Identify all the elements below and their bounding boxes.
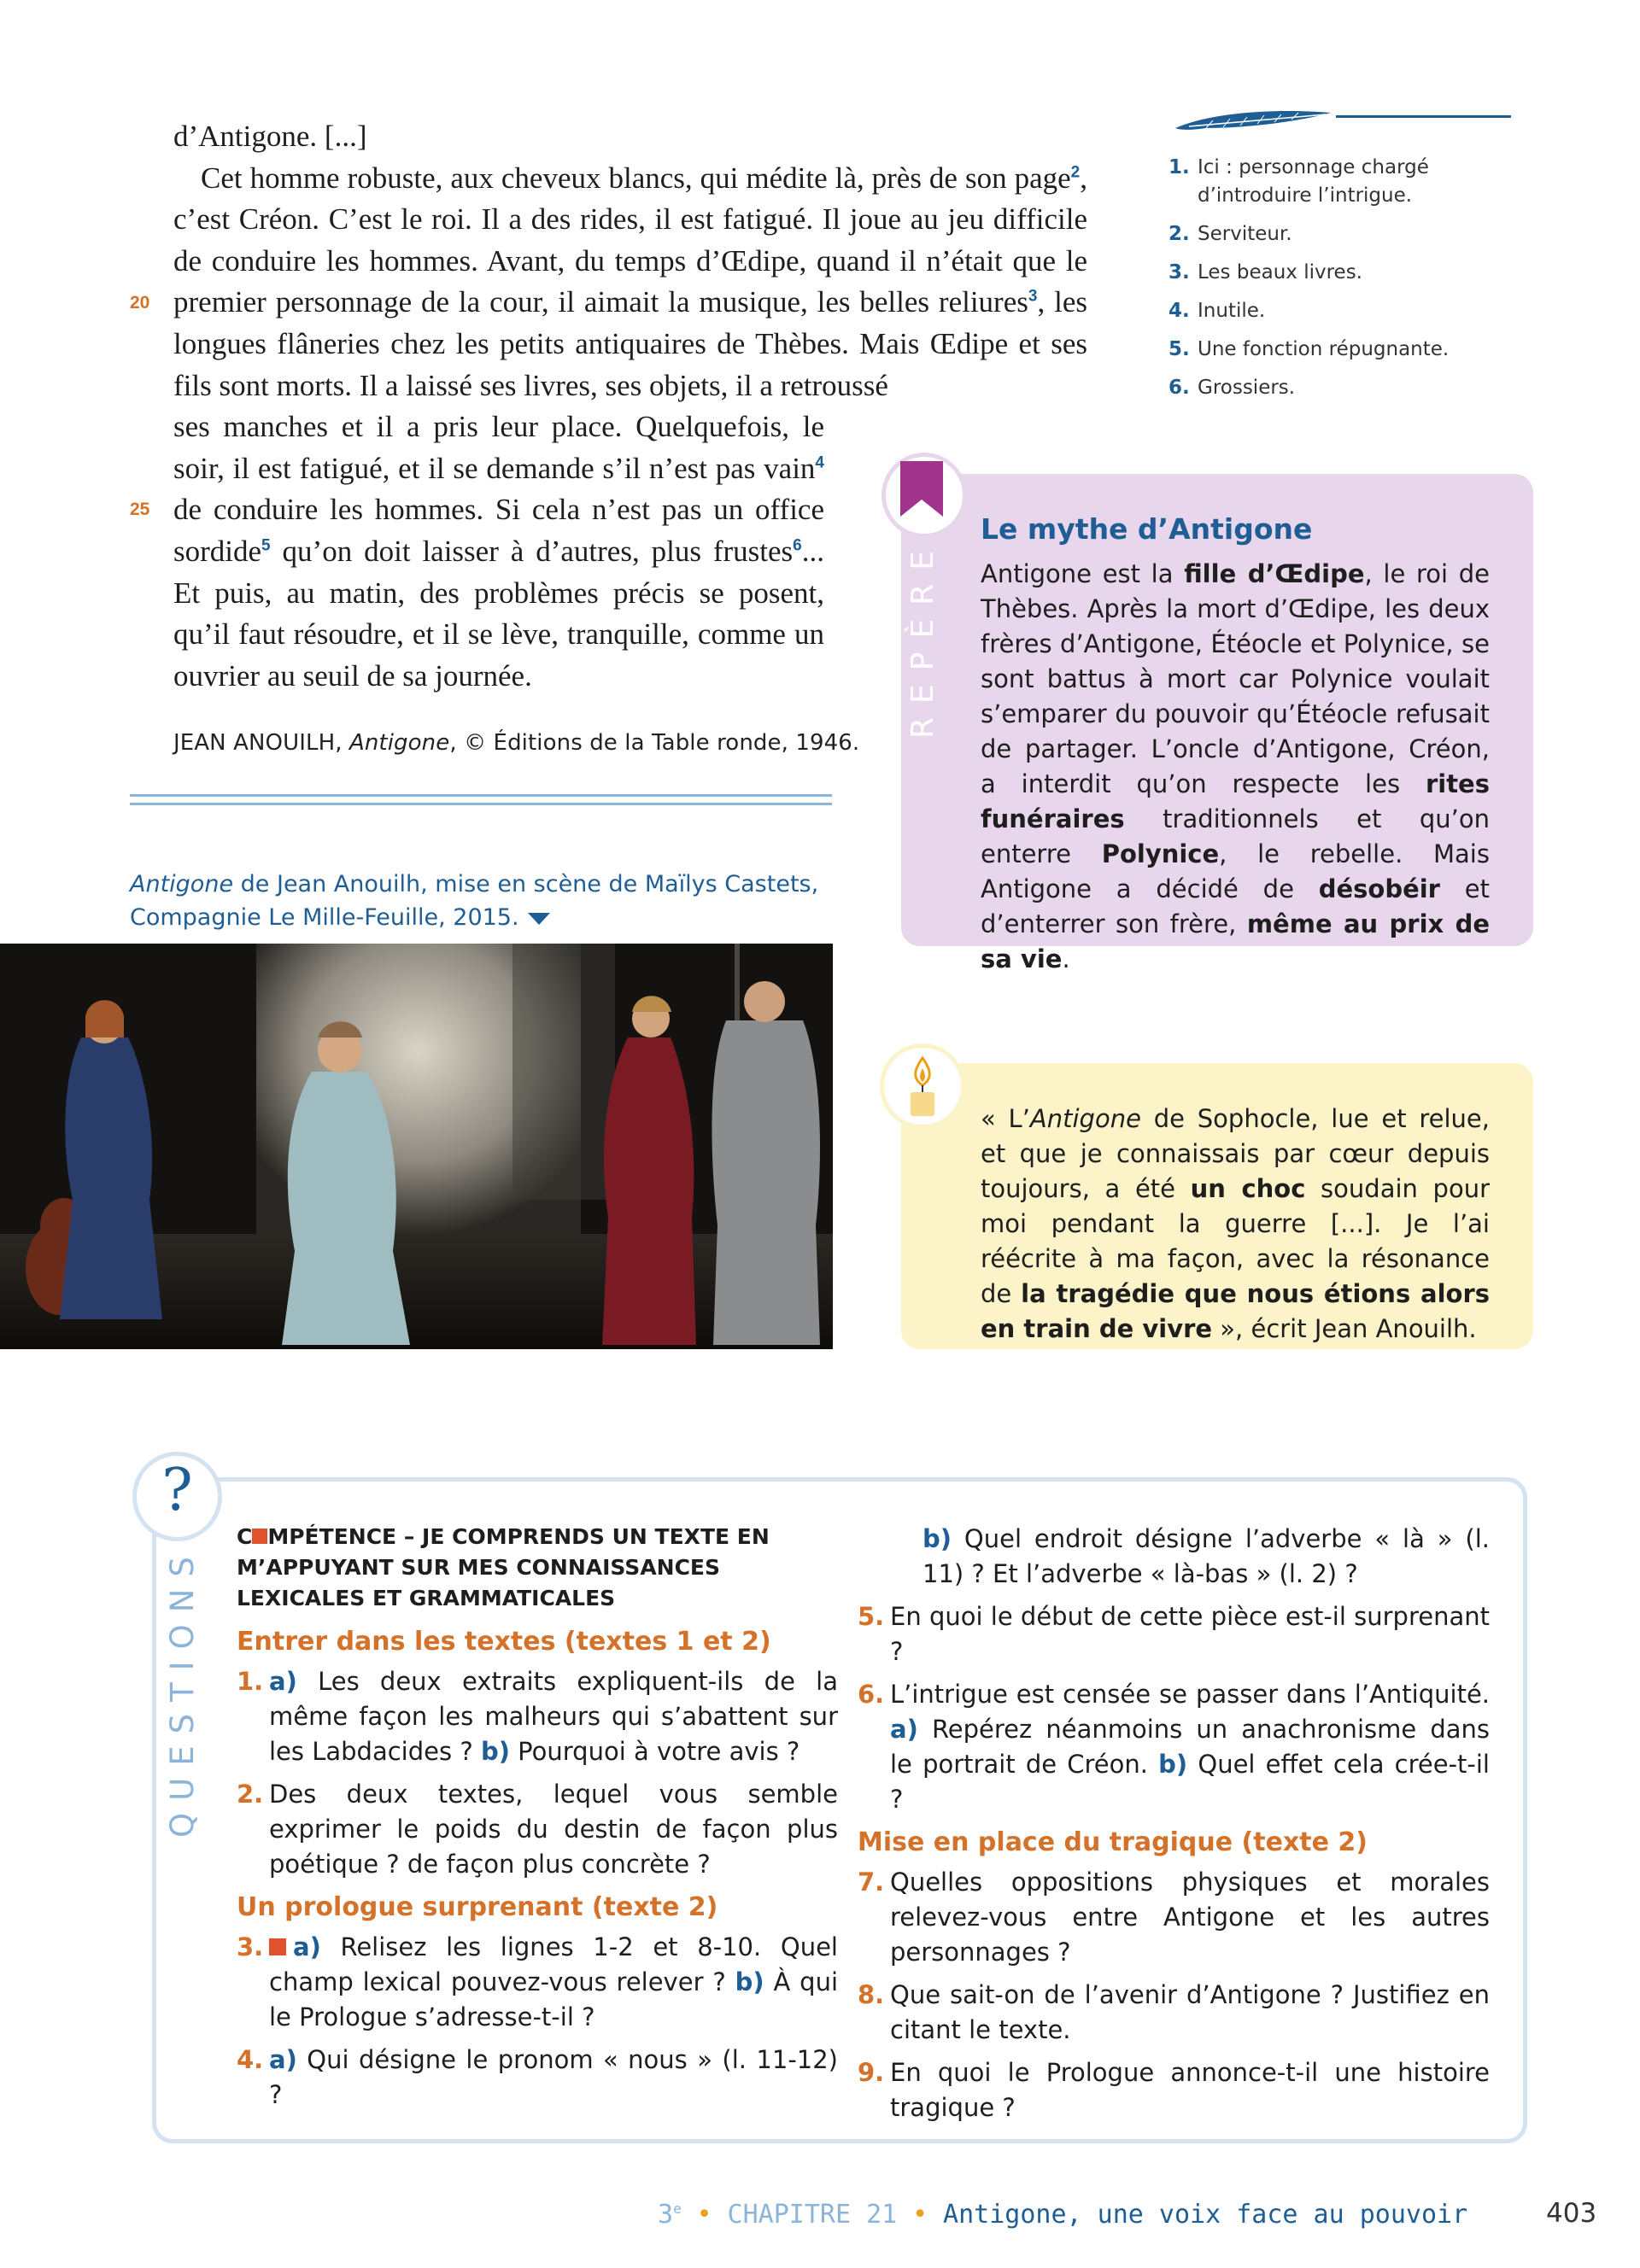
source-citation: JEAN ANOUILH, Antigone, © Éditions de la Table ronde, 1946. — [173, 730, 860, 756]
quote-text: « L’Antigone de Sophocle, lue et relue, et que je connaissais par cœur depuis toujours, a été un choc soudain pour moi pendant la guerre [...]. Je l’ai réécrite à ma façon, avec la résonance de la tragédie que nous étions alors en train de vivre », écrit Jean Anouilh. — [981, 1104, 1491, 1343]
section-heading: Un prologue surprenant (texte 2) — [237, 1892, 718, 1922]
question-mark-icon: ? — [161, 1457, 193, 1524]
question-4b: b) Quel endroit désigne l’adverbe « là » (l. 11) ? Et l’adverbe « là-bas » (l. 2) ? — [922, 1524, 1490, 1588]
footnote-ref: 6 — [793, 536, 802, 555]
repere-label: REPÈRE — [905, 537, 940, 739]
repere-text: Antigone est la fille d’Œdipe, le roi de Thèbes. Après la mort d’Œdipe, les deux frères d’Antigone, Étéocle et Polynice, se sont battus à mort car Polynice voulait s’emparer du pouvoir qu’Étéocle refusait de partager. L’oncle d’Antigone, Créon, a interdit qu’on respecte les rites funéraires traditionnels et qu’on enterre Polynice, le rebelle. Mais Antigone a décidé de désobéir et d’enterrer son frère, même au prix de sa vie. — [981, 559, 1490, 973]
section-heading: Mise en place du tragique (texte 2) — [858, 1827, 1368, 1857]
photo-caption: Antigone de Jean Anouilh, mise en scène de Maïlys Castets, Compagnie Le Mille-Feuille, 2015. — [130, 871, 819, 931]
quill-icon — [1172, 102, 1334, 137]
line-number-20: 20 — [130, 293, 150, 313]
question-1: 1. a) Les deux extraits expliquent-ils de la même façon les malheurs qui s’abattent sur les Labdacides ? b) Pourquoi à votre avis ? — [237, 1667, 838, 1766]
line-number-25: 25 — [130, 500, 150, 519]
footnote-ref: 3 — [1028, 287, 1038, 306]
competence-heading: C MPÉTENCE – JE COMPRENDS UN TEXTE EN M’APPUYANT SUR MES CONNAISSANCES LEXICALES ET GRAMMATICALES — [237, 1524, 770, 1610]
page-footer: 3e • CHAPITRE 21 • Antigone, une voix face au pouvoir — [658, 2200, 1468, 2230]
footnote-ref: 4 — [815, 453, 824, 472]
footnote-3: 3. Les beaux livres. — [1168, 261, 1362, 284]
footnote-4: 4. Inutile. — [1168, 300, 1266, 322]
question-4: 4. a) Qui désigne le pronom « nous » (l. 11-12) ? — [237, 2045, 838, 2109]
footnote-2: 2. Serviteur. — [1168, 223, 1292, 245]
separator-line — [130, 794, 832, 797]
question-6: 6. L’intrigue est censée se passer dans l’Antiquité. a) Repérez néanmoins un anachronisme dans le portrait de Créon. b) Quel effet cela crée-t-il ? — [858, 1680, 1490, 1814]
footnote-rule — [1336, 115, 1511, 118]
footnote-1: 1. Ici : personnage chargé d’introduire l’intrigue. — [1168, 156, 1429, 207]
questions-label: QUESTIONS — [164, 1545, 201, 1838]
footnote-ref: 5 — [261, 536, 271, 555]
text-line-1: d’Antigone. [...] — [173, 120, 367, 153]
text-paragraph-2: ses manches et il a pris leur place. Quelquefois, le soir, il est fatigué, et il se demande s’il n’est pas vain$^4$ de conduire les hommes. Si cela n’est pas un office sordide$^5$ qu’on doit laisser à d’autres, plus frustes$^6$... Et puis, au matin, des problèmes précis se posent, qu’il faut résoudre, et il se lève, tranquille, comme un ouvrier au seuil de sa journée. — [173, 410, 824, 693]
candle-icon — [904, 1056, 941, 1118]
footnotes — [1168, 154, 1510, 412]
theatre-photo — [0, 944, 833, 1349]
section-heading: Entrer dans les textes (textes 1 et 2) — [237, 1627, 771, 1657]
bookmark-icon — [900, 461, 943, 517]
question-2: 2. Des deux textes, lequel vous semble exprimer le poids du destin de façon plus poétique ? de façon plus concrète ? — [237, 1780, 838, 1879]
text-paragraph-1: Cet homme robuste, aux cheveux blancs, qui médite là, près de son page$^2$, c’est Créon. C’est le roi. Il a des rides, il est fatigué. Il joue au jeu difficile de conduire les hommes. Avant, du temps d’Œdipe, quand il n’était que le premier personnage de la cour, il aimait la musique, les belles reliures$^3$, les longues flâneries chez les petits antiquaires de Thèbes. Mais Œdipe et ses fils sont morts. Il a laissé ses livres, ses objets, il a retroussé — [173, 161, 1087, 402]
footnote-5: 5. Une fonction répugnante. — [1168, 338, 1450, 360]
question-8: 8. Que sait-on de l’avenir d’Antigone ? Justifiez en citant le texte. — [858, 1980, 1490, 2044]
caption-arrow-icon — [528, 913, 550, 925]
footnote-ref: 2 — [1070, 162, 1081, 181]
square-icon — [269, 1938, 286, 1955]
footnote-6: 6. Grossiers. — [1168, 377, 1296, 399]
question-7: 7. Quelles oppositions physiques et morales relevez-vous entre Antigone et les autres personnages ? — [858, 1868, 1490, 1967]
square-icon — [252, 1529, 267, 1544]
questions-column-1 — [237, 1522, 838, 2120]
questions-column-2 — [858, 1522, 1490, 2133]
question-3: 3. a) Relisez les lignes 1-2 et 8-10. Quel champ lexical pouvez-vous relever ? b) À qui le Prologue s’adresse-t-il ? — [237, 1932, 839, 2031]
page-number: 403 — [1546, 2198, 1597, 2229]
question-9: 9. En quoi le Prologue annonce-t-il une histoire tragique ? — [858, 2058, 1490, 2122]
separator-line — [130, 803, 832, 805]
question-5: 5. En quoi le début de cette pièce est-il surprenant ? — [858, 1602, 1490, 1666]
repere-title: Le mythe d’Antigone — [981, 512, 1313, 546]
